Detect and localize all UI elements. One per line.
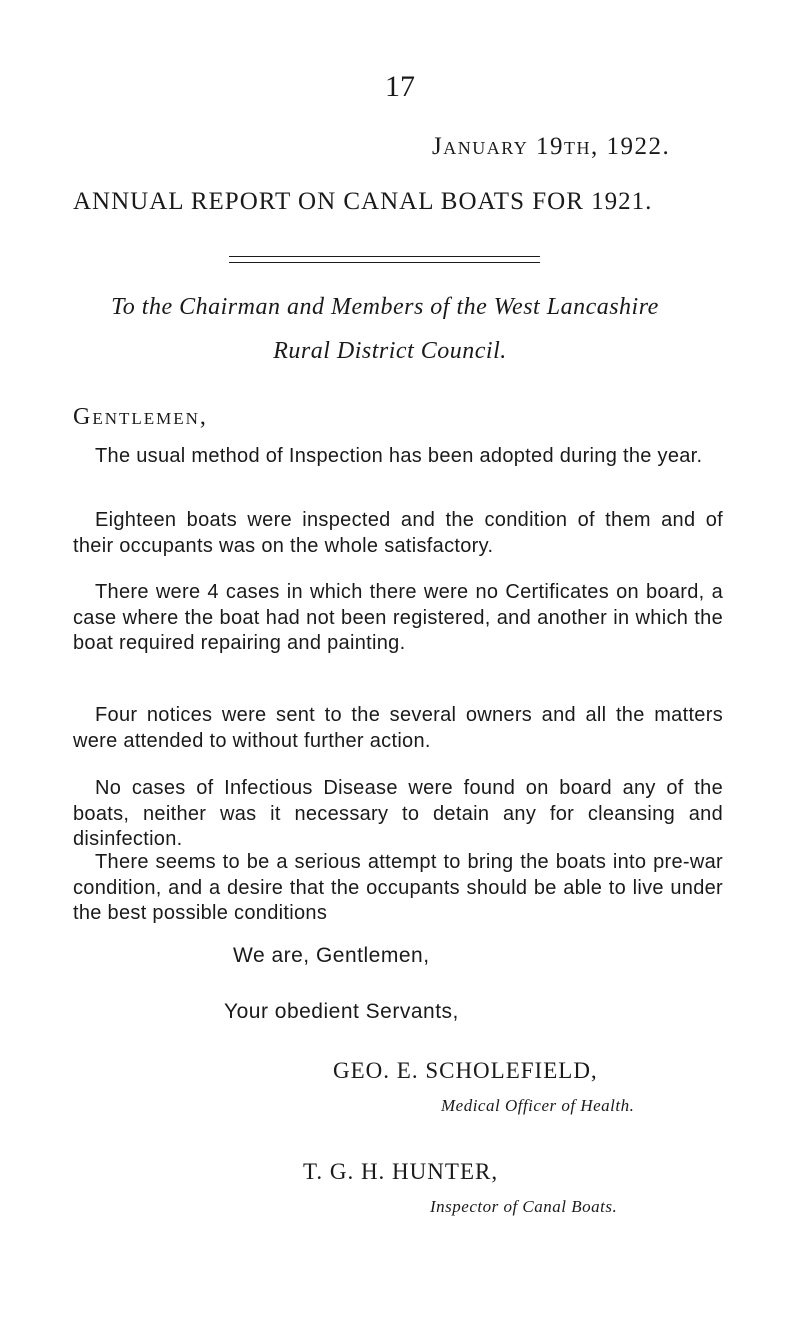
paragraph-text: Eighteen boats were inspected and the condition of them and of their occupants was on the whole satisfactory. <box>73 509 723 557</box>
title-divider-top <box>229 256 540 257</box>
paragraph-boats-inspected <box>73 508 723 559</box>
signatory-title-2: Inspector of Canal Boats. <box>430 1197 618 1216</box>
paragraph-pre-war-condition <box>73 850 723 927</box>
address-line-2: Rural District Council. <box>273 338 507 364</box>
paragraph-inspection-method <box>73 444 723 470</box>
closing-line-1: We are, Gentlemen, <box>233 944 430 967</box>
paragraph-text: No cases of Infectious Disease were found on board any of the boats, neither was it necessary to detain any for cleansing and disinfection. <box>73 777 723 850</box>
paragraph-infectious-disease <box>73 776 723 853</box>
paragraph-text: There seems to be a serious attempt to bring the boats into pre-war condition, and a desire that the occupants should be able to live under the best possible conditions <box>73 851 723 924</box>
paragraph-certificates <box>73 580 723 657</box>
page-number: 17 <box>385 70 415 103</box>
paragraph-text: The usual method of Inspection has been adopted during the year. <box>95 445 703 467</box>
title-divider-bottom <box>229 262 540 263</box>
signatory-name-2: T. G. H. HUNTER, <box>303 1159 499 1184</box>
salutation: Gentlemen, <box>73 404 208 430</box>
report-title: ANNUAL REPORT ON CANAL BOATS FOR 1921. <box>73 188 653 215</box>
paragraph-notices <box>73 703 723 754</box>
closing-line-2: Your obedient Servants, <box>224 1000 459 1023</box>
signatory-name-1: GEO. E. SCHOLEFIELD, <box>333 1058 598 1083</box>
paragraph-text: There were 4 cases in which there were no Certificates on board, a case where the boat had not been registered, and another in which the boat required repairing and painting. <box>73 581 723 654</box>
paragraph-text: Four notices were sent to the several owners and all the matters were attended to without further action. <box>73 704 723 752</box>
date-line: January 19th, 1922. <box>432 133 671 160</box>
address-line-1: To the Chairman and Members of the West Lancashire <box>111 294 659 320</box>
signatory-title-1: Medical Officer of Health. <box>441 1096 635 1115</box>
